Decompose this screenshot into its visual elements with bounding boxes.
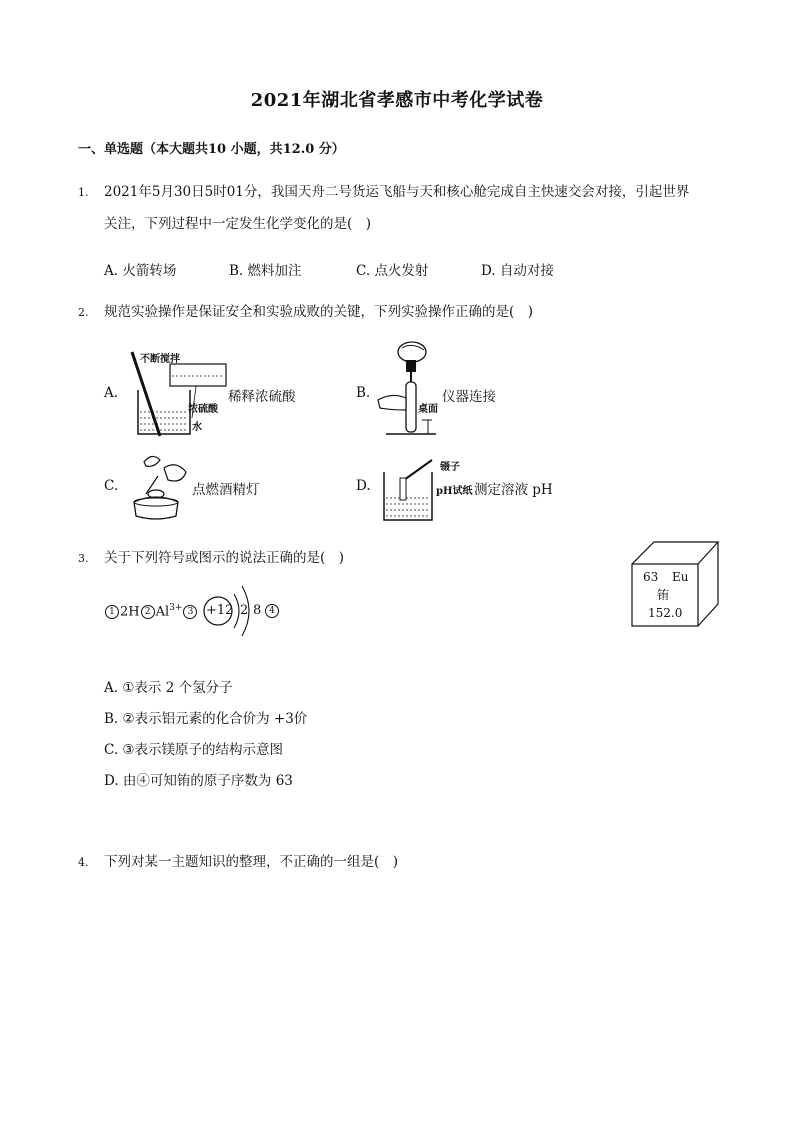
marker-4: 4 — [265, 604, 279, 618]
atom-shell-2: 8 — [253, 603, 262, 618]
tube-connection-diagram — [372, 338, 442, 438]
label-tweezers: 镊子 — [440, 462, 460, 473]
q4-text: 下列对某一主题知识的整理，不正确的一组是( ) — [104, 854, 399, 870]
q2-option-c-caption: 点燃酒精灯 — [192, 482, 260, 498]
q2-number: 2. — [78, 306, 89, 319]
marker-2: 2 — [141, 605, 155, 619]
label-ph-paper: pH试纸 — [436, 486, 473, 497]
q2-option-c-letter[interactable]: C. — [104, 478, 119, 494]
q1-option-c[interactable]: C. 点火发射 — [356, 263, 429, 279]
alcohol-lamp-diagram — [124, 450, 194, 522]
q2-text: 规范实验操作是保证安全和实验成败的关键，下列实验操作正确的是( ) — [104, 304, 534, 320]
q1-line2: 关注，下列过程中一定发生化学变化的是( ) — [104, 216, 372, 232]
q2-option-b-caption: 仪器连接 — [442, 389, 496, 405]
q1-option-a[interactable]: A. 火箭转场 — [104, 263, 177, 279]
marker-3: 3 — [183, 605, 197, 619]
atom-shell-1: 2 — [240, 603, 249, 618]
ph-test-diagram — [378, 452, 438, 524]
q3-option-a[interactable]: A. ①表示 2 个氢分子 — [104, 680, 233, 696]
q2-option-a-caption: 稀释浓硫酸 — [228, 389, 296, 405]
symbol-al-charge: 3+ — [169, 603, 183, 613]
element-name: 铕 — [657, 588, 670, 602]
q3-option-d[interactable]: D. 由④可知铕的原子序数为 63 — [104, 773, 293, 789]
element-number: 63 — [643, 570, 659, 584]
q1-option-d[interactable]: D. 自动对接 — [481, 263, 554, 279]
q1-option-b[interactable]: B. 燃料加注 — [229, 263, 302, 279]
q3-option-c[interactable]: C. ③表示镁原子的结构示意图 — [104, 742, 284, 758]
q3-symbols — [104, 603, 198, 619]
page-title: 2021年湖北省孝感市中考化学试卷 — [250, 90, 544, 111]
symbol-al: Al — [155, 604, 170, 620]
q3-option-b[interactable]: B. ②表示铝元素的化合价为 +3价 — [104, 711, 308, 727]
element-symbol: Eu — [672, 570, 689, 584]
element-mass: 152.0 — [648, 606, 683, 620]
q4-number: 4. — [78, 856, 89, 869]
label-water: 水 — [192, 422, 202, 433]
q2-option-d-caption: 测定溶液 pH — [474, 482, 553, 498]
atom-nucleus: +12 — [206, 603, 234, 618]
marker-1: 1 — [105, 605, 119, 619]
section-heading: 一、单选题（本大题共10 小题，共12.0 分） — [78, 142, 345, 157]
q3-number: 3. — [78, 552, 89, 565]
q3-text: 关于下列符号或图示的说法正确的是( ) — [104, 550, 345, 566]
label-desk: 桌面 — [418, 404, 438, 415]
q2-option-b-letter[interactable]: B. — [356, 385, 371, 401]
q1-number: 1. — [78, 186, 89, 199]
label-stir: 不断搅拌 — [140, 354, 180, 365]
symbol-2h: 2H — [120, 604, 140, 620]
q2-option-a-letter[interactable]: A. — [104, 385, 119, 401]
q1-line1: 2021年5月30日5时01分，我国天舟二号货运飞船与天和核心舱完成自主快速交会对接，引起世界 — [104, 184, 690, 200]
q2-option-d-letter[interactable]: D. — [356, 478, 371, 494]
label-conc-acid: 浓硫酸 — [188, 404, 218, 415]
